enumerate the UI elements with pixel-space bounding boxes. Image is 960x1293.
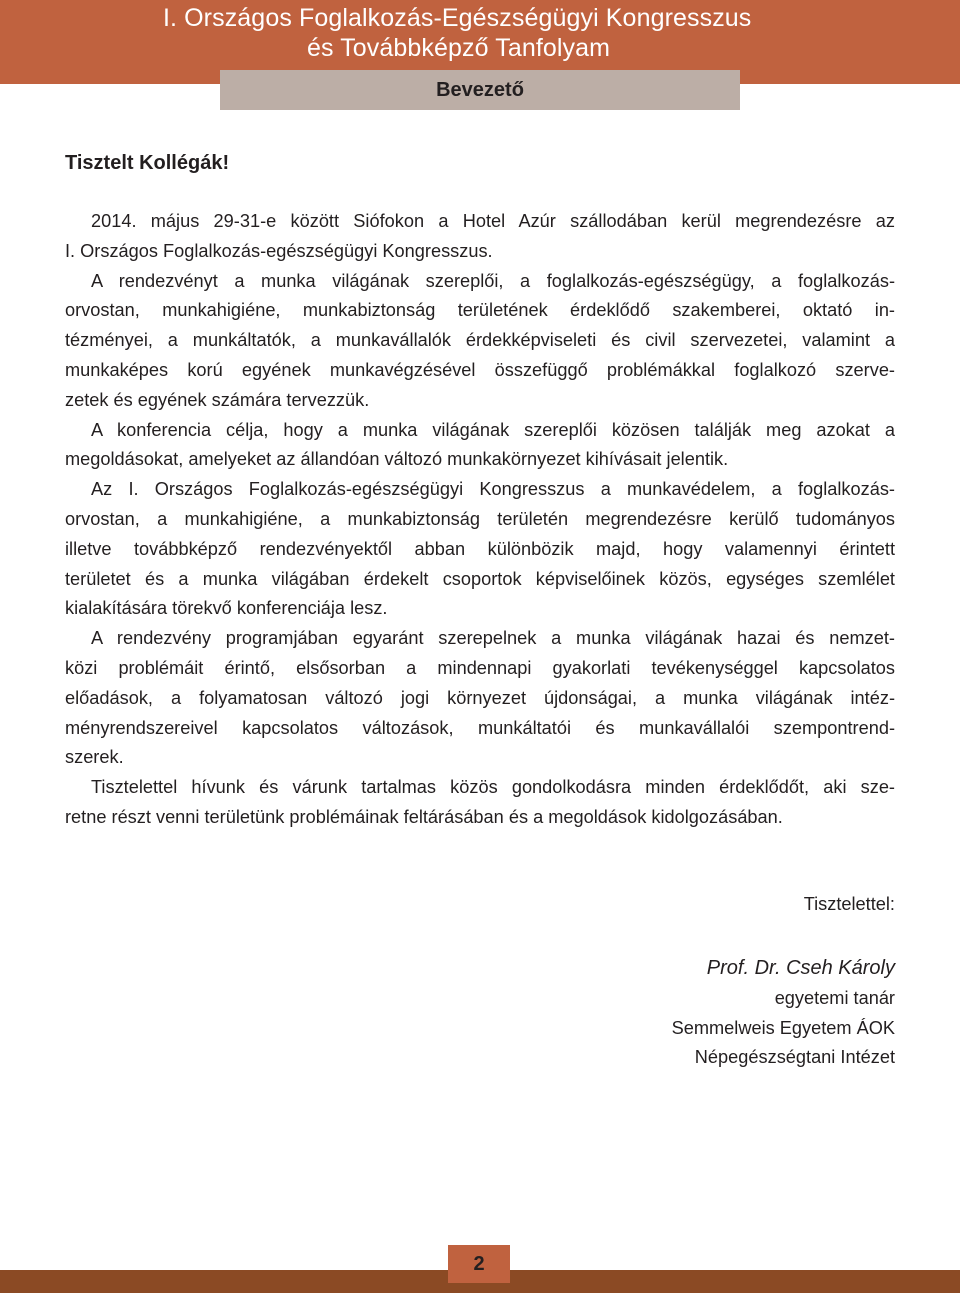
- letter-signoff: Tisztelettel:: [803, 894, 895, 914]
- signature-title: egyetemi tanár: [774, 987, 895, 1008]
- body-line: zetek és egyének számára tervezzük.: [65, 389, 370, 410]
- body-line: 2014. május 29-31-e között Siófokon a Hotel Azúr szállodában kerül megrendezésre az: [91, 211, 895, 231]
- body-line: A rendezvény programjában egyaránt szerepelnek a munka világának hazai és nemzet-: [91, 628, 895, 649]
- header-title-line2: és Továbbképző Tanfolyam: [307, 34, 611, 62]
- signature-department: Népegészségtani Intézet: [694, 1047, 895, 1068]
- section-bar: [220, 70, 740, 110]
- page-number-box: [448, 1245, 510, 1283]
- body-line: orvostan, munkahigiéne, munkabiztonság területének érdeklődő szakemberei, oktató in-: [65, 300, 895, 321]
- body-line: I. Országos Foglalkozás-egészségügyi Kongresszus.: [65, 240, 493, 261]
- body-line: A konferencia célja, hogy a munka világának szereplői közösen találják meg azokat a: [91, 419, 895, 440]
- body-line: munkaképes korú egyének munkavégzésével összefüggő problémákkal foglalkozó szerve-: [65, 359, 895, 380]
- body-line: tézményei, a munkáltatók, a munkavállalók érdekképviseleti és civil szervezetei, valamint a: [65, 330, 895, 351]
- page-number: 2: [473, 1253, 485, 1275]
- section-title: Bevezető: [436, 79, 524, 101]
- letter-body: [65, 207, 895, 833]
- body-line: illetve továbbképző rendezvényektől abban különbözik majd, hogy valamennyi érintett: [65, 538, 895, 559]
- body-line: Az I. Országos Foglalkozás-egészségügyi Kongresszus a munkavédelem, a foglalkozás-: [91, 479, 895, 500]
- signature-institution: Semmelweis Egyetem ÁOK: [671, 1017, 895, 1038]
- signature-name: Prof. Dr. Cseh Károly: [706, 957, 895, 979]
- signature-block: [672, 954, 895, 1073]
- body-line: megoldásokat, amelyeket az állandóan változó munkakörnyezet kihívásait jelentik.: [65, 449, 729, 470]
- body-line: szerek.: [65, 747, 124, 768]
- body-line: orvostan, a munkahigiéne, a munkabiztonság területén megrendezésre kerülő tudományos: [65, 508, 895, 529]
- body-line: kialakítására törekvő konferenciája lesz.: [65, 598, 388, 619]
- body-line: területet és a munka világában érdekelt csoportok képviselőinek közös, egységes szemlélet: [65, 568, 895, 589]
- body-line: retne részt venni területünk problémáinak feltárásában és a megoldások kidolgozásában.: [65, 806, 783, 827]
- letter-greeting: Tisztelt Kollégák!: [65, 152, 230, 174]
- body-line: Tisztelettel hívunk és várunk tartalmas közös gondolkodásra minden érdeklődőt, aki sze-: [91, 777, 895, 798]
- body-line: A rendezvényt a munka világának szereplői, a foglalkozás-egészségügy, a foglalkozás-: [91, 270, 895, 291]
- body-line: ményrendszereivel kapcsolatos változások, munkáltatói és munkavállalói szempontrend-: [65, 717, 895, 738]
- body-line: közi problémáit érintő, elsősorban a mindennapi gyakorlati tevékenységgel kapcsolatos: [65, 657, 895, 678]
- header-title-line1: I. Országos Foglalkozás-Egészségügyi Kongresszus: [163, 4, 752, 32]
- body-line: előadások, a folyamatosan változó jogi környezet újdonságai, a munka világának intéz-: [65, 687, 895, 708]
